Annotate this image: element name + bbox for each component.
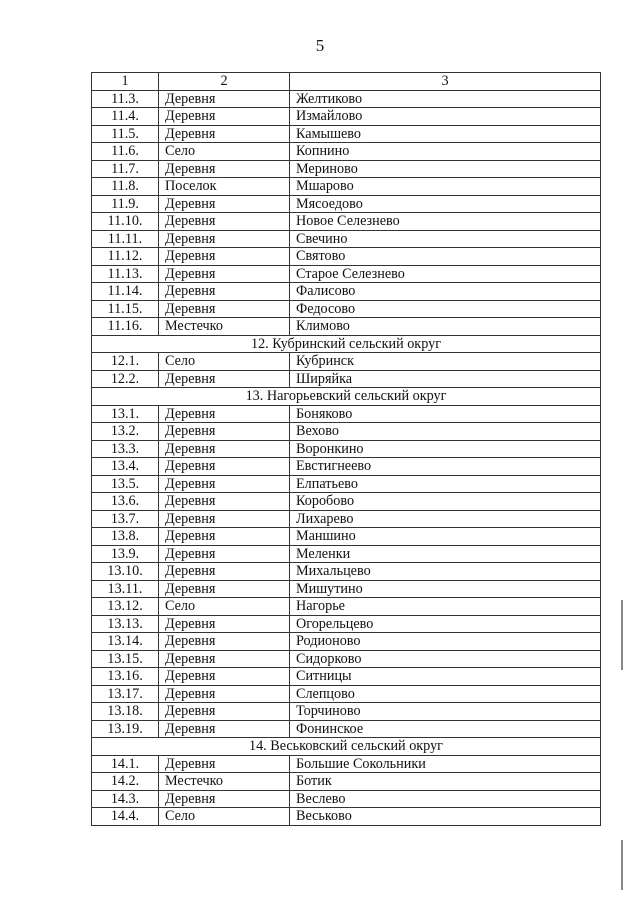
table-row [92, 195, 601, 213]
settlement-name: Огорельцево [290, 615, 601, 633]
row-number: 13.11. [92, 580, 159, 598]
table-row [92, 440, 601, 458]
settlement-name: Копнино [290, 143, 601, 161]
table-row [92, 178, 601, 196]
settlement-type: Деревня [159, 195, 290, 213]
settlement-type: Деревня [159, 300, 290, 318]
settlement-type: Деревня [159, 283, 290, 301]
settlement-type: Местечко [159, 318, 290, 336]
settlement-name: Лихарево [290, 510, 601, 528]
settlements-table [91, 72, 601, 826]
row-number: 11.10. [92, 213, 159, 231]
row-number: 11.15. [92, 300, 159, 318]
section-header-row [92, 738, 601, 756]
table-row [92, 668, 601, 686]
settlement-type: Деревня [159, 703, 290, 721]
table-row [92, 755, 601, 773]
settlement-type: Деревня [159, 230, 290, 248]
row-number: 13.9. [92, 545, 159, 563]
header-col-1: 1 [92, 73, 159, 91]
settlement-type: Деревня [159, 90, 290, 108]
settlement-name: Мишутино [290, 580, 601, 598]
row-number: 11.5. [92, 125, 159, 143]
row-number: 12.2. [92, 370, 159, 388]
settlement-name: Федосово [290, 300, 601, 318]
row-number: 13.5. [92, 475, 159, 493]
settlement-name: Свечино [290, 230, 601, 248]
settlement-name: Мериново [290, 160, 601, 178]
settlement-type: Село [159, 808, 290, 826]
settlement-type: Деревня [159, 475, 290, 493]
settlement-type: Деревня [159, 615, 290, 633]
settlement-name: Новое Селезнево [290, 213, 601, 231]
settlement-name: Нагорье [290, 598, 601, 616]
settlement-name: Вехово [290, 423, 601, 441]
settlement-type: Деревня [159, 423, 290, 441]
settlement-type: Деревня [159, 563, 290, 581]
settlement-name: Торчиново [290, 703, 601, 721]
table-row [92, 143, 601, 161]
row-number: 13.17. [92, 685, 159, 703]
settlement-type: Деревня [159, 510, 290, 528]
row-number: 13.18. [92, 703, 159, 721]
table-row [92, 615, 601, 633]
settlement-type: Деревня [159, 790, 290, 808]
table-row [92, 773, 601, 791]
row-number: 14.4. [92, 808, 159, 826]
settlement-type: Деревня [159, 405, 290, 423]
table-row [92, 545, 601, 563]
settlement-name: Климово [290, 318, 601, 336]
section-title: 13. Нагорьевский сельский округ [92, 388, 601, 406]
table-row [92, 633, 601, 651]
settlement-type: Деревня [159, 545, 290, 563]
section-title: 12. Кубринский сельский округ [92, 335, 601, 353]
settlement-type: Деревня [159, 650, 290, 668]
row-number: 13.15. [92, 650, 159, 668]
settlement-name: Ситницы [290, 668, 601, 686]
row-number: 13.2. [92, 423, 159, 441]
settlement-name: Мясоедово [290, 195, 601, 213]
settlement-name: Меленки [290, 545, 601, 563]
row-number: 13.19. [92, 720, 159, 738]
row-number: 11.12. [92, 248, 159, 266]
table-row [92, 475, 601, 493]
settlement-type: Деревня [159, 458, 290, 476]
settlement-type: Деревня [159, 160, 290, 178]
settlement-name: Слепцово [290, 685, 601, 703]
settlement-type: Деревня [159, 755, 290, 773]
table-row [92, 685, 601, 703]
row-number: 13.4. [92, 458, 159, 476]
settlement-name: Желтиково [290, 90, 601, 108]
table-row [92, 808, 601, 826]
settlement-type: Деревня [159, 493, 290, 511]
table-row [92, 598, 601, 616]
table-row [92, 283, 601, 301]
settlement-name: Веськово [290, 808, 601, 826]
row-number: 14.2. [92, 773, 159, 791]
table-row [92, 650, 601, 668]
section-header-row [92, 335, 601, 353]
settlement-type: Деревня [159, 440, 290, 458]
row-number: 12.1. [92, 353, 159, 371]
settlement-type: Деревня [159, 685, 290, 703]
settlement-type: Деревня [159, 668, 290, 686]
table-row [92, 510, 601, 528]
row-number: 11.6. [92, 143, 159, 161]
settlement-name: Ширяйка [290, 370, 601, 388]
row-number: 13.16. [92, 668, 159, 686]
settlement-name: Измайлово [290, 108, 601, 126]
row-number: 13.12. [92, 598, 159, 616]
table-row [92, 318, 601, 336]
row-number: 13.8. [92, 528, 159, 546]
settlement-name: Большие Сокольники [290, 755, 601, 773]
table-body [92, 73, 601, 826]
row-number: 11.16. [92, 318, 159, 336]
table-row [92, 528, 601, 546]
row-number: 11.4. [92, 108, 159, 126]
settlement-name: Сидорково [290, 650, 601, 668]
page-number: 5 [315, 36, 325, 55]
settlement-type: Деревня [159, 213, 290, 231]
row-number: 14.3. [92, 790, 159, 808]
row-number: 11.14. [92, 283, 159, 301]
settlement-name: Коробово [290, 493, 601, 511]
table-header-row [92, 73, 601, 91]
settlement-name: Камышево [290, 125, 601, 143]
settlement-name: Елпатьево [290, 475, 601, 493]
table-row [92, 720, 601, 738]
table-row [92, 423, 601, 441]
settlement-name: Фонинское [290, 720, 601, 738]
row-number: 14.1. [92, 755, 159, 773]
settlement-type: Деревня [159, 370, 290, 388]
settlement-name: Веслево [290, 790, 601, 808]
settlement-name: Ботик [290, 773, 601, 791]
row-number: 13.6. [92, 493, 159, 511]
settlement-name: Святово [290, 248, 601, 266]
table-row [92, 353, 601, 371]
table-row [92, 370, 601, 388]
table-row [92, 790, 601, 808]
settlement-name: Евстигнеево [290, 458, 601, 476]
row-number: 11.9. [92, 195, 159, 213]
table-row [92, 563, 601, 581]
table-row [92, 493, 601, 511]
settlement-type: Деревня [159, 528, 290, 546]
row-number: 11.7. [92, 160, 159, 178]
settlement-type: Деревня [159, 248, 290, 266]
table-row [92, 458, 601, 476]
section-header-row [92, 388, 601, 406]
settlement-name: Фалисово [290, 283, 601, 301]
table-row [92, 90, 601, 108]
table-row [92, 230, 601, 248]
settlement-type: Местечко [159, 773, 290, 791]
table-row [92, 265, 601, 283]
table-row [92, 248, 601, 266]
section-title: 14. Веськовский сельский округ [92, 738, 601, 756]
settlement-type: Село [159, 143, 290, 161]
settlement-type: Деревня [159, 720, 290, 738]
row-number: 11.3. [92, 90, 159, 108]
settlement-type: Деревня [159, 125, 290, 143]
table-row [92, 300, 601, 318]
settlement-name: Родионово [290, 633, 601, 651]
row-number: 13.10. [92, 563, 159, 581]
settlement-name: Мшарово [290, 178, 601, 196]
header-col-2: 2 [159, 73, 290, 91]
settlement-type: Деревня [159, 265, 290, 283]
settlement-name: Михальцево [290, 563, 601, 581]
row-number: 11.11. [92, 230, 159, 248]
table-row [92, 580, 601, 598]
settlement-type: Деревня [159, 108, 290, 126]
row-number: 13.14. [92, 633, 159, 651]
settlement-type: Деревня [159, 580, 290, 598]
table-row [92, 108, 601, 126]
header-col-3: 3 [290, 73, 601, 91]
settlement-type: Село [159, 353, 290, 371]
scan-edge-mark [621, 600, 623, 670]
table-row [92, 703, 601, 721]
row-number: 13.3. [92, 440, 159, 458]
row-number: 13.7. [92, 510, 159, 528]
settlement-name: Кубринск [290, 353, 601, 371]
row-number: 13.13. [92, 615, 159, 633]
settlement-name: Воронкино [290, 440, 601, 458]
settlement-type: Деревня [159, 633, 290, 651]
settlement-type: Поселок [159, 178, 290, 196]
table-row [92, 213, 601, 231]
row-number: 13.1. [92, 405, 159, 423]
settlement-name: Маншино [290, 528, 601, 546]
settlement-name: Боняково [290, 405, 601, 423]
table-row [92, 160, 601, 178]
settlement-name: Старое Селезнево [290, 265, 601, 283]
row-number: 11.13. [92, 265, 159, 283]
settlement-type: Село [159, 598, 290, 616]
table-row [92, 405, 601, 423]
scan-edge-mark [621, 840, 623, 890]
row-number: 11.8. [92, 178, 159, 196]
table-row [92, 125, 601, 143]
